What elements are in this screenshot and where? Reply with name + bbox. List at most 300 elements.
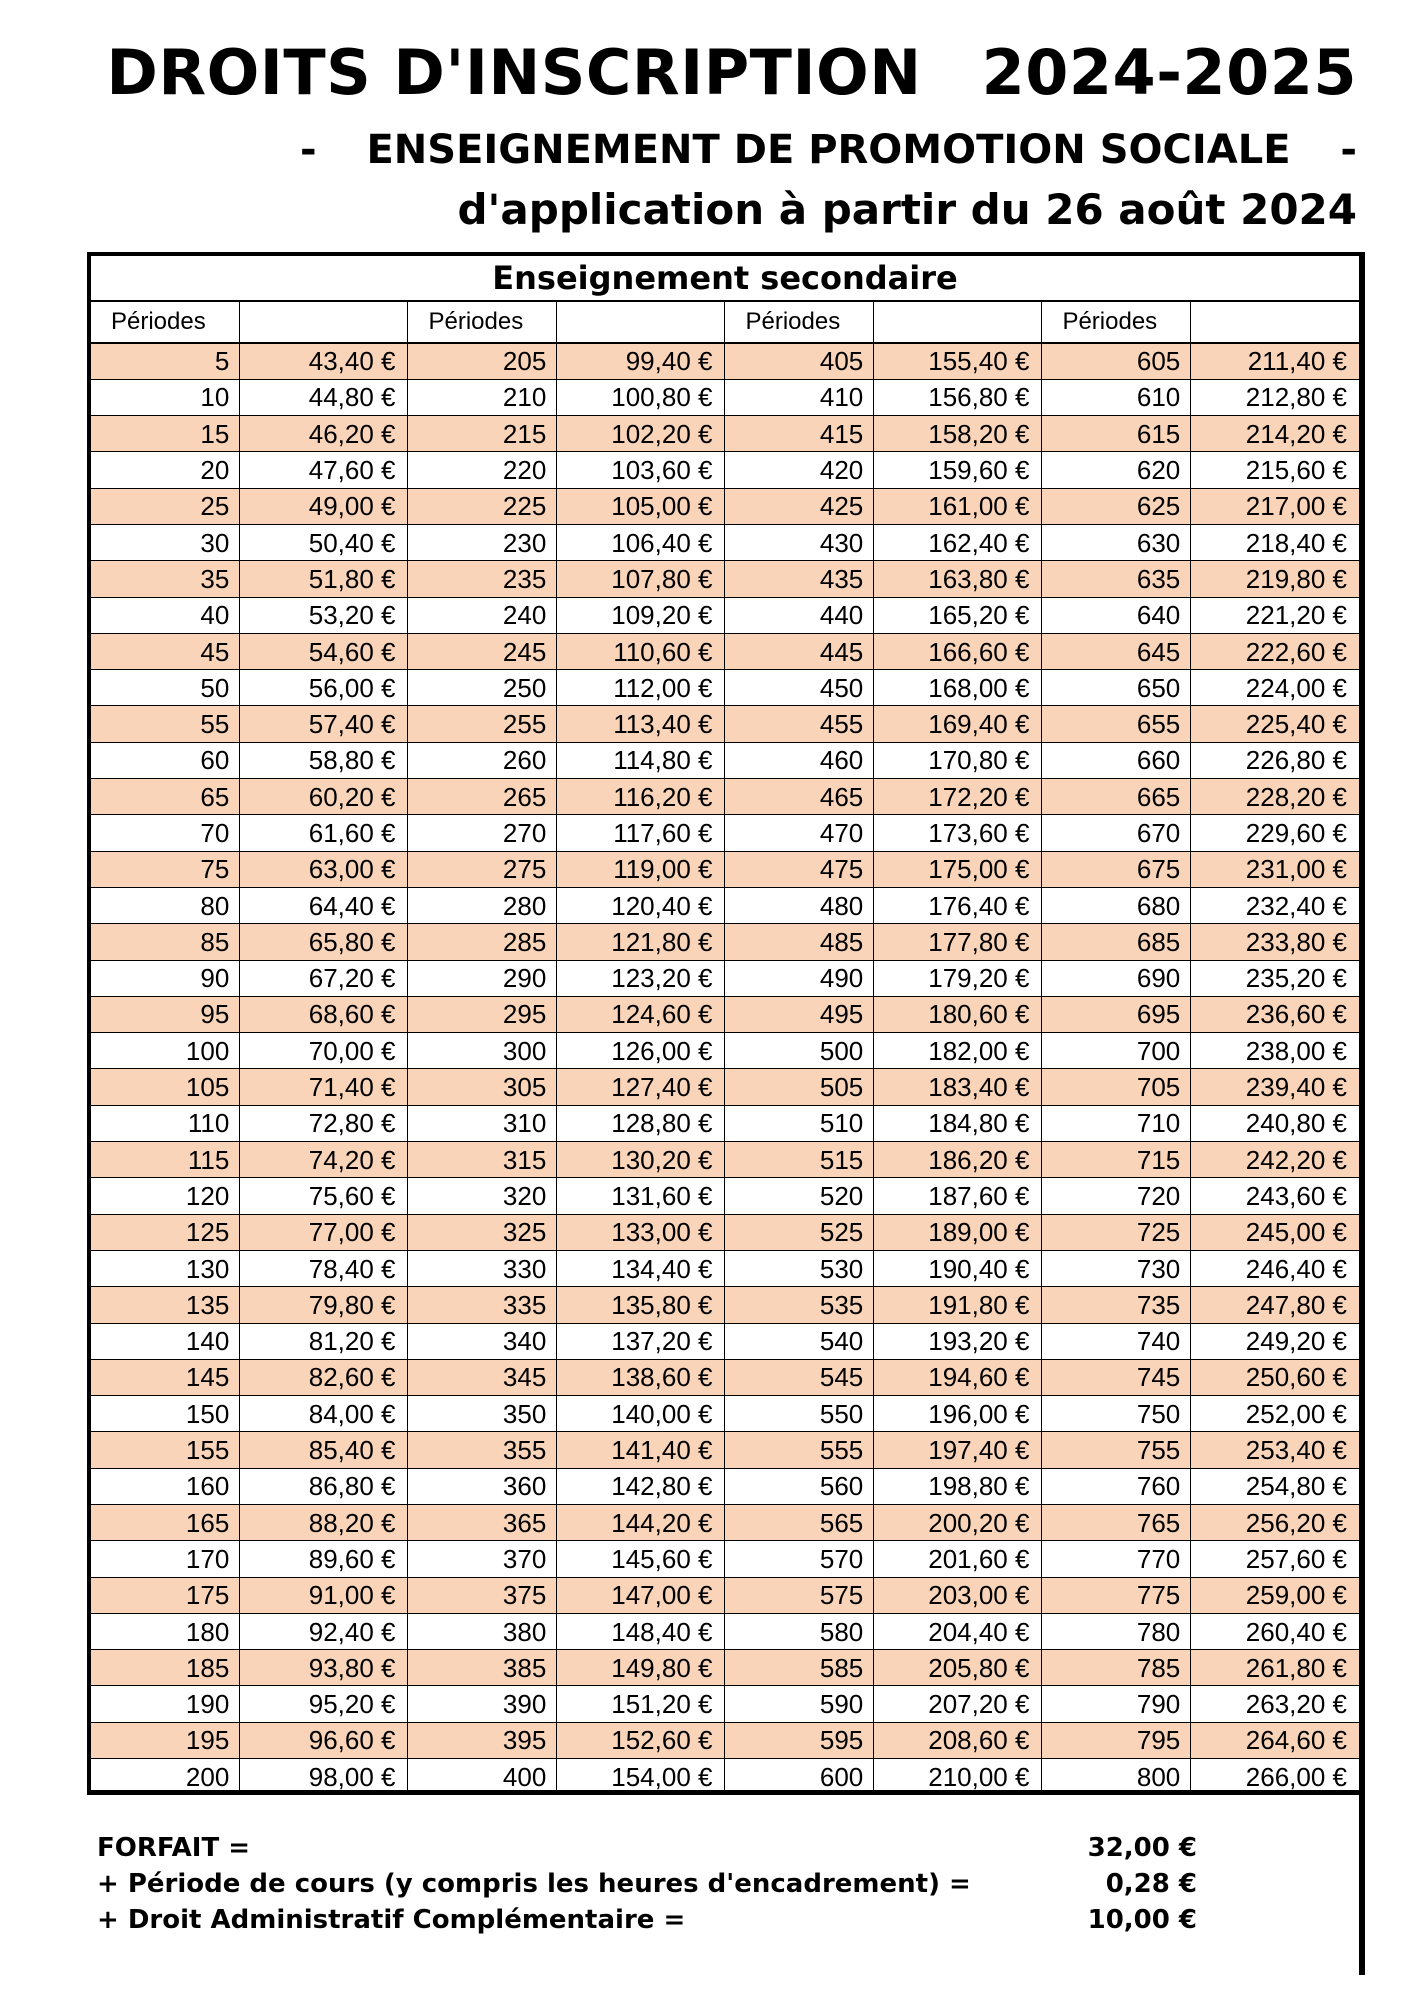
periods-cell: 380	[408, 1613, 557, 1649]
amount-cell: 99,40 €	[557, 343, 725, 379]
amount-cell: 266,00 €	[1191, 1759, 1359, 1795]
periods-cell: 610	[1042, 379, 1191, 415]
amount-cell: 177,80 €	[874, 924, 1042, 960]
periods-cell: 255	[408, 706, 557, 742]
periods-cell: 755	[1042, 1432, 1191, 1468]
fee-label: + Période de cours (y compris les heures d'encadrement) =	[97, 1869, 971, 1899]
amount-cell: 49,00 €	[240, 488, 408, 524]
amount-cell: 110,60 €	[557, 633, 725, 669]
periods-cell: 335	[408, 1287, 557, 1323]
amount-cell: 175,00 €	[874, 851, 1042, 887]
amount-cell: 203,00 €	[874, 1577, 1042, 1613]
periods-cell: 445	[725, 633, 874, 669]
table-row	[91, 379, 1359, 415]
amount-cell: 75,60 €	[240, 1178, 408, 1214]
fee-row	[97, 1866, 1197, 1902]
amount-cell: 85,40 €	[240, 1432, 408, 1468]
amount-cell: 173,60 €	[874, 815, 1042, 851]
periods-cell: 690	[1042, 960, 1191, 996]
amount-cell: 180,60 €	[874, 996, 1042, 1032]
table-row	[91, 1686, 1359, 1722]
table-row	[91, 996, 1359, 1032]
periods-cell: 595	[725, 1722, 874, 1758]
periods-cell: 10	[91, 379, 240, 415]
amount-cell: 126,00 €	[557, 1033, 725, 1069]
table-row	[91, 1287, 1359, 1323]
column-header-amount	[557, 302, 725, 343]
column-header-periodes: Périodes	[1042, 302, 1191, 343]
column-header-periodes: Périodes	[91, 302, 240, 343]
fee-amount: 10,00 €	[1087, 1905, 1197, 1935]
amount-cell: 217,00 €	[1191, 488, 1359, 524]
fee-row	[97, 1902, 1197, 1938]
amount-cell: 263,20 €	[1191, 1686, 1359, 1722]
amount-cell: 197,40 €	[874, 1432, 1042, 1468]
amount-cell: 228,20 €	[1191, 779, 1359, 815]
table-row	[91, 1033, 1359, 1069]
periods-cell: 520	[725, 1178, 874, 1214]
periods-cell: 315	[408, 1142, 557, 1178]
amount-cell: 194,60 €	[874, 1359, 1042, 1395]
subtitle-text: ENSEIGNEMENT DE PROMOTION SOCIALE	[366, 127, 1291, 173]
table-row	[91, 1396, 1359, 1432]
amount-cell: 135,80 €	[557, 1287, 725, 1323]
periods-cell: 385	[408, 1650, 557, 1686]
periods-cell: 35	[91, 561, 240, 597]
periods-cell: 670	[1042, 815, 1191, 851]
amount-cell: 249,20 €	[1191, 1323, 1359, 1359]
amount-cell: 214,20 €	[1191, 416, 1359, 452]
periods-cell: 770	[1042, 1541, 1191, 1577]
periods-cell: 95	[91, 996, 240, 1032]
amount-cell: 232,40 €	[1191, 887, 1359, 923]
amount-cell: 186,20 €	[874, 1142, 1042, 1178]
periods-cell: 700	[1042, 1033, 1191, 1069]
amount-cell: 127,40 €	[557, 1069, 725, 1105]
amount-cell: 254,80 €	[1191, 1468, 1359, 1504]
amount-cell: 138,60 €	[557, 1359, 725, 1395]
amount-cell: 102,20 €	[557, 416, 725, 452]
amount-cell: 231,00 €	[1191, 851, 1359, 887]
periods-cell: 535	[725, 1287, 874, 1323]
fee-label: + Droit Administratif Complémentaire =	[97, 1905, 686, 1935]
periods-cell: 725	[1042, 1214, 1191, 1250]
amount-cell: 161,00 €	[874, 488, 1042, 524]
amount-cell: 200,20 €	[874, 1505, 1042, 1541]
periods-cell: 80	[91, 887, 240, 923]
periods-cell: 675	[1042, 851, 1191, 887]
periods-cell: 60	[91, 742, 240, 778]
table-row	[91, 851, 1359, 887]
periods-cell: 245	[408, 633, 557, 669]
amount-cell: 124,60 €	[557, 996, 725, 1032]
periods-cell: 555	[725, 1432, 874, 1468]
table-row	[91, 524, 1359, 560]
amount-cell: 172,20 €	[874, 779, 1042, 815]
amount-cell: 68,60 €	[240, 996, 408, 1032]
amount-cell: 106,40 €	[557, 524, 725, 560]
amount-cell: 215,60 €	[1191, 452, 1359, 488]
amount-cell: 133,00 €	[557, 1214, 725, 1250]
periods-cell: 665	[1042, 779, 1191, 815]
periods-cell: 290	[408, 960, 557, 996]
amount-cell: 78,40 €	[240, 1250, 408, 1286]
periods-cell: 735	[1042, 1287, 1191, 1323]
amount-cell: 60,20 €	[240, 779, 408, 815]
table-row	[91, 1069, 1359, 1105]
title-text: DROITS D'INSCRIPTION	[106, 36, 922, 109]
amount-cell: 109,20 €	[557, 597, 725, 633]
periods-cell: 795	[1042, 1722, 1191, 1758]
amount-cell: 61,60 €	[240, 815, 408, 851]
amount-cell: 155,40 €	[874, 343, 1042, 379]
table-row	[91, 1105, 1359, 1141]
column-header-periodes: Périodes	[408, 302, 557, 343]
amount-cell: 183,40 €	[874, 1069, 1042, 1105]
fee-label: FORFAIT =	[97, 1833, 251, 1863]
page-title	[106, 36, 1357, 109]
right-border-rule	[1359, 1795, 1365, 1975]
table-row	[91, 1759, 1359, 1795]
amount-cell: 158,20 €	[874, 416, 1042, 452]
periods-cell: 790	[1042, 1686, 1191, 1722]
amount-cell: 168,00 €	[874, 670, 1042, 706]
periods-cell: 650	[1042, 670, 1191, 706]
periods-cell: 455	[725, 706, 874, 742]
table-row	[91, 597, 1359, 633]
periods-cell: 630	[1042, 524, 1191, 560]
periods-cell: 140	[91, 1323, 240, 1359]
periods-cell: 70	[91, 815, 240, 851]
amount-cell: 54,60 €	[240, 633, 408, 669]
amount-cell: 148,40 €	[557, 1613, 725, 1649]
periods-cell: 75	[91, 851, 240, 887]
amount-cell: 212,80 €	[1191, 379, 1359, 415]
periods-cell: 420	[725, 452, 874, 488]
amount-cell: 191,80 €	[874, 1287, 1042, 1323]
amount-cell: 184,80 €	[874, 1105, 1042, 1141]
table-row	[91, 1432, 1359, 1468]
periods-cell: 185	[91, 1650, 240, 1686]
amount-cell: 187,60 €	[874, 1178, 1042, 1214]
amount-cell: 226,80 €	[1191, 742, 1359, 778]
periods-cell: 45	[91, 633, 240, 669]
column-header-amount	[874, 302, 1042, 343]
amount-cell: 144,20 €	[557, 1505, 725, 1541]
amount-cell: 113,40 €	[557, 706, 725, 742]
amount-cell: 84,00 €	[240, 1396, 408, 1432]
amount-cell: 224,00 €	[1191, 670, 1359, 706]
amount-cell: 123,20 €	[557, 960, 725, 996]
periods-cell: 170	[91, 1541, 240, 1577]
periods-cell: 365	[408, 1505, 557, 1541]
periods-cell: 705	[1042, 1069, 1191, 1105]
amount-cell: 93,80 €	[240, 1650, 408, 1686]
periods-cell: 220	[408, 452, 557, 488]
amount-cell: 233,80 €	[1191, 924, 1359, 960]
periods-cell: 135	[91, 1287, 240, 1323]
amount-cell: 65,80 €	[240, 924, 408, 960]
periods-cell: 465	[725, 779, 874, 815]
amount-cell: 261,80 €	[1191, 1650, 1359, 1686]
amount-cell: 77,00 €	[240, 1214, 408, 1250]
periods-cell: 340	[408, 1323, 557, 1359]
table-row	[91, 343, 1359, 379]
periods-cell: 410	[725, 379, 874, 415]
periods-cell: 295	[408, 996, 557, 1032]
periods-cell: 765	[1042, 1505, 1191, 1541]
periods-cell: 200	[91, 1759, 240, 1795]
amount-cell: 240,80 €	[1191, 1105, 1359, 1141]
table-row	[91, 706, 1359, 742]
amount-cell: 169,40 €	[874, 706, 1042, 742]
table-row	[91, 1250, 1359, 1286]
periods-cell: 740	[1042, 1323, 1191, 1359]
periods-cell: 355	[408, 1432, 557, 1468]
periods-cell: 205	[408, 343, 557, 379]
amount-cell: 64,40 €	[240, 887, 408, 923]
table-row	[91, 742, 1359, 778]
amount-cell: 103,60 €	[557, 452, 725, 488]
amount-cell: 205,80 €	[874, 1650, 1042, 1686]
amount-cell: 260,40 €	[1191, 1613, 1359, 1649]
periods-cell: 145	[91, 1359, 240, 1395]
periods-cell: 745	[1042, 1359, 1191, 1395]
amount-cell: 112,00 €	[557, 670, 725, 706]
amount-cell: 74,20 €	[240, 1142, 408, 1178]
column-header-amount	[240, 302, 408, 343]
periods-cell: 680	[1042, 887, 1191, 923]
periods-cell: 525	[725, 1214, 874, 1250]
amount-cell: 165,20 €	[874, 597, 1042, 633]
amount-cell: 162,40 €	[874, 524, 1042, 560]
amount-cell: 44,80 €	[240, 379, 408, 415]
periods-cell: 280	[408, 887, 557, 923]
amount-cell: 57,40 €	[240, 706, 408, 742]
subtitle	[300, 127, 1357, 173]
table-row	[91, 1359, 1359, 1395]
periods-cell: 580	[725, 1613, 874, 1649]
periods-cell: 270	[408, 815, 557, 851]
amount-cell: 131,60 €	[557, 1178, 725, 1214]
periods-cell: 150	[91, 1396, 240, 1432]
table-row	[91, 1722, 1359, 1758]
amount-cell: 56,00 €	[240, 670, 408, 706]
table-header-row	[91, 302, 1359, 343]
table-row	[91, 561, 1359, 597]
periods-cell: 40	[91, 597, 240, 633]
amount-cell: 246,40 €	[1191, 1250, 1359, 1286]
fee-table	[87, 252, 1365, 1795]
periods-cell: 180	[91, 1613, 240, 1649]
periods-cell: 210	[408, 379, 557, 415]
periods-cell: 225	[408, 488, 557, 524]
amount-cell: 107,80 €	[557, 561, 725, 597]
periods-cell: 545	[725, 1359, 874, 1395]
periods-cell: 130	[91, 1250, 240, 1286]
periods-cell: 470	[725, 815, 874, 851]
amount-cell: 105,00 €	[557, 488, 725, 524]
periods-cell: 635	[1042, 561, 1191, 597]
amount-cell: 145,60 €	[557, 1541, 725, 1577]
amount-cell: 196,00 €	[874, 1396, 1042, 1432]
periods-cell: 25	[91, 488, 240, 524]
periods-cell: 230	[408, 524, 557, 560]
periods-cell: 785	[1042, 1650, 1191, 1686]
periods-cell: 415	[725, 416, 874, 452]
periods-cell: 400	[408, 1759, 557, 1795]
periods-cell: 250	[408, 670, 557, 706]
periods-cell: 100	[91, 1033, 240, 1069]
periods-cell: 30	[91, 524, 240, 560]
periods-cell: 310	[408, 1105, 557, 1141]
amount-cell: 201,60 €	[874, 1541, 1042, 1577]
table-row	[91, 488, 1359, 524]
periods-cell: 505	[725, 1069, 874, 1105]
amount-cell: 170,80 €	[874, 742, 1042, 778]
periods-cell: 600	[725, 1759, 874, 1795]
amount-cell: 238,00 €	[1191, 1033, 1359, 1069]
amount-cell: 151,20 €	[557, 1686, 725, 1722]
amount-cell: 81,20 €	[240, 1323, 408, 1359]
amount-cell: 245,00 €	[1191, 1214, 1359, 1250]
amount-cell: 91,00 €	[240, 1577, 408, 1613]
periods-cell: 660	[1042, 742, 1191, 778]
periods-cell: 345	[408, 1359, 557, 1395]
table-row	[91, 1142, 1359, 1178]
table-row	[91, 1323, 1359, 1359]
amount-cell: 79,80 €	[240, 1287, 408, 1323]
amount-cell: 63,00 €	[240, 851, 408, 887]
amount-cell: 208,60 €	[874, 1722, 1042, 1758]
periods-cell: 685	[1042, 924, 1191, 960]
amount-cell: 189,00 €	[874, 1214, 1042, 1250]
table-row	[91, 1613, 1359, 1649]
amount-cell: 154,00 €	[557, 1759, 725, 1795]
table-row	[91, 1505, 1359, 1541]
amount-cell: 100,80 €	[557, 379, 725, 415]
periods-cell: 605	[1042, 343, 1191, 379]
periods-cell: 265	[408, 779, 557, 815]
amount-cell: 53,20 €	[240, 597, 408, 633]
periods-cell: 730	[1042, 1250, 1191, 1286]
amount-cell: 176,40 €	[874, 887, 1042, 923]
periods-cell: 5	[91, 343, 240, 379]
periods-cell: 15	[91, 416, 240, 452]
title-year: 2024-2025	[981, 36, 1357, 109]
fee-breakdown	[97, 1830, 1197, 1938]
amount-cell: 70,00 €	[240, 1033, 408, 1069]
table-row	[91, 1650, 1359, 1686]
periods-cell: 240	[408, 597, 557, 633]
periods-cell: 590	[725, 1686, 874, 1722]
periods-cell: 430	[725, 524, 874, 560]
amount-cell: 46,20 €	[240, 416, 408, 452]
amount-cell: 264,60 €	[1191, 1722, 1359, 1758]
periods-cell: 195	[91, 1722, 240, 1758]
periods-cell: 390	[408, 1686, 557, 1722]
periods-cell: 485	[725, 924, 874, 960]
amount-cell: 236,60 €	[1191, 996, 1359, 1032]
periods-cell: 300	[408, 1033, 557, 1069]
table-row	[91, 779, 1359, 815]
periods-cell: 155	[91, 1432, 240, 1468]
periods-cell: 85	[91, 924, 240, 960]
amount-cell: 219,80 €	[1191, 561, 1359, 597]
amount-cell: 235,20 €	[1191, 960, 1359, 996]
table-row	[91, 924, 1359, 960]
periods-cell: 360	[408, 1468, 557, 1504]
periods-cell: 165	[91, 1505, 240, 1541]
amount-cell: 250,60 €	[1191, 1359, 1359, 1395]
table-row	[91, 1178, 1359, 1214]
periods-cell: 560	[725, 1468, 874, 1504]
periods-cell: 125	[91, 1214, 240, 1250]
amount-cell: 204,40 €	[874, 1613, 1042, 1649]
amount-cell: 98,00 €	[240, 1759, 408, 1795]
periods-cell: 405	[725, 343, 874, 379]
amount-cell: 259,00 €	[1191, 1577, 1359, 1613]
amount-cell: 96,60 €	[240, 1722, 408, 1758]
periods-cell: 625	[1042, 488, 1191, 524]
amount-cell: 51,80 €	[240, 561, 408, 597]
amount-cell: 163,80 €	[874, 561, 1042, 597]
periods-cell: 565	[725, 1505, 874, 1541]
amount-cell: 152,60 €	[557, 1722, 725, 1758]
amount-cell: 239,40 €	[1191, 1069, 1359, 1105]
table-row	[91, 960, 1359, 996]
table-row	[91, 1577, 1359, 1613]
amount-cell: 179,20 €	[874, 960, 1042, 996]
periods-cell: 235	[408, 561, 557, 597]
periods-cell: 515	[725, 1142, 874, 1178]
amount-cell: 50,40 €	[240, 524, 408, 560]
table-row	[91, 887, 1359, 923]
periods-cell: 570	[725, 1541, 874, 1577]
periods-cell: 530	[725, 1250, 874, 1286]
periods-cell: 50	[91, 670, 240, 706]
periods-cell: 440	[725, 597, 874, 633]
periods-cell: 495	[725, 996, 874, 1032]
amount-cell: 225,40 €	[1191, 706, 1359, 742]
periods-cell: 65	[91, 779, 240, 815]
periods-cell: 550	[725, 1396, 874, 1432]
table-row	[91, 815, 1359, 851]
amount-cell: 257,60 €	[1191, 1541, 1359, 1577]
periods-cell: 620	[1042, 452, 1191, 488]
amount-cell: 86,80 €	[240, 1468, 408, 1504]
amount-cell: 141,40 €	[557, 1432, 725, 1468]
periods-cell: 750	[1042, 1396, 1191, 1432]
periods-cell: 655	[1042, 706, 1191, 742]
periods-cell: 120	[91, 1178, 240, 1214]
periods-cell: 615	[1042, 416, 1191, 452]
periods-cell: 285	[408, 924, 557, 960]
periods-cell: 780	[1042, 1613, 1191, 1649]
amount-cell: 243,60 €	[1191, 1178, 1359, 1214]
periods-cell: 585	[725, 1650, 874, 1686]
periods-cell: 350	[408, 1396, 557, 1432]
table-row	[91, 670, 1359, 706]
column-header-amount	[1191, 302, 1359, 343]
amount-cell: 140,00 €	[557, 1396, 725, 1432]
table-row	[91, 1541, 1359, 1577]
subtitle-dash-right: -	[1340, 127, 1357, 173]
amount-cell: 121,80 €	[557, 924, 725, 960]
amount-cell: 207,20 €	[874, 1686, 1042, 1722]
periods-cell: 645	[1042, 633, 1191, 669]
amount-cell: 95,20 €	[240, 1686, 408, 1722]
